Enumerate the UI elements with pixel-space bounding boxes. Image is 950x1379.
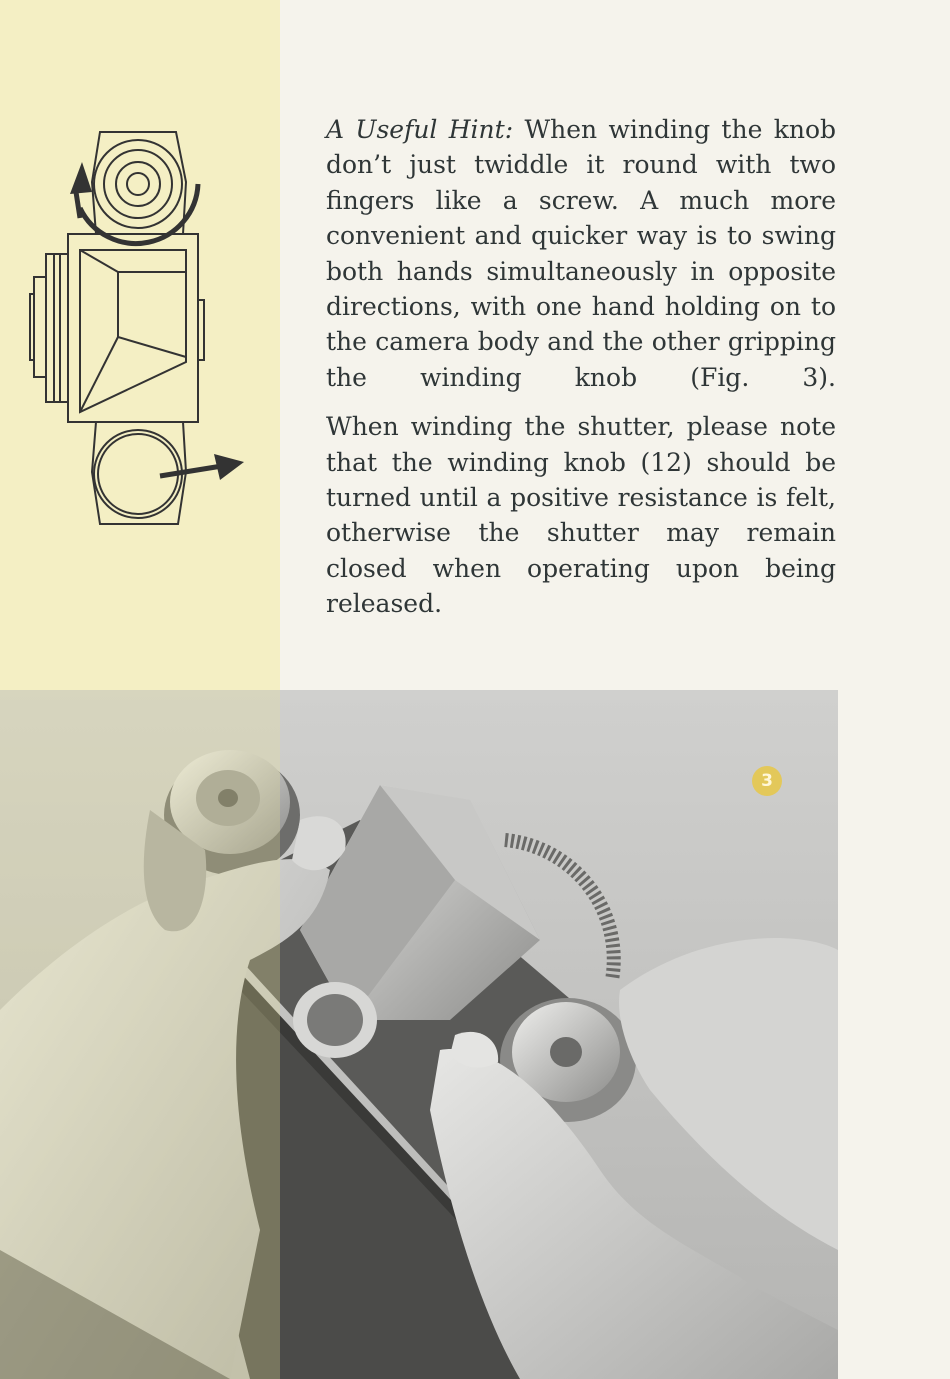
camera-winding-photo	[0, 690, 838, 1379]
hint-text: When winding the knob don’t just twiddle it round with two fingers like a screw. A much more convenient and quicker way is to swing both hands simultaneously in opposite directions, with one hand holding on to the camera body and the other gripping the winding knob (Fig. 3).	[326, 115, 836, 392]
hint-paragraph	[326, 112, 836, 395]
instruction-text	[326, 112, 836, 622]
hint-label: A Useful Hint:	[326, 115, 514, 144]
camera-top-view-diagram	[28, 122, 263, 547]
note-paragraph: When winding the shutter, please note that the winding knob (12) should be turned until a positive resistance is felt, otherwise the shutter may remain closed when operating upon being released.	[326, 412, 836, 619]
photo-yellow-tint	[0, 690, 280, 1379]
figure-number-badge: 3	[752, 766, 782, 796]
